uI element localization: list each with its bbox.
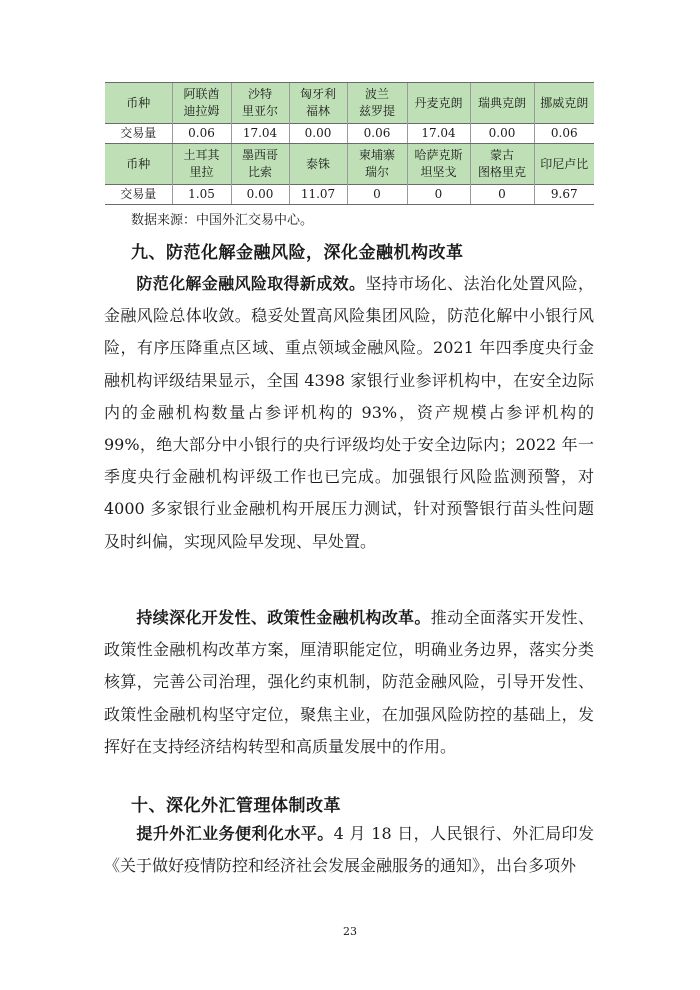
data-source-note: 数据来源：中国外汇交易中心。 <box>131 213 314 228</box>
section-heading: 十、深化外汇管理体制改革 <box>131 796 341 816</box>
table-header-cell: 币种 <box>105 83 172 124</box>
table-header-cell: 墨西哥 比索 <box>231 144 289 185</box>
table-cell: 0 <box>347 185 407 205</box>
table-cell: 1.05 <box>172 185 231 205</box>
table-cell: 9.67 <box>534 185 594 205</box>
table-header-cell: 挪威克朗 <box>534 83 594 124</box>
table-cell: 交易量 <box>105 185 172 205</box>
table-header-row <box>105 83 594 124</box>
table-header-cell: 币种 <box>105 144 172 185</box>
table-header-cell: 蒙古 图格里克 <box>470 144 534 185</box>
paragraph <box>104 602 594 763</box>
table-cell: 0.00 <box>470 124 534 144</box>
table-header-cell: 泰铢 <box>289 144 347 185</box>
table-cell: 0.06 <box>534 124 594 144</box>
page-number: 23 <box>343 925 357 938</box>
table-header-cell: 匈牙利 福林 <box>289 83 347 124</box>
table-cell: 0.06 <box>347 124 407 144</box>
table-cell: 交易量 <box>105 124 172 144</box>
paragraph-body: 4 月 18 日，人民银行、外汇局印发《关于做好疫情防控和经济社会发展金融服务的通知》，出台多项外 <box>104 824 594 876</box>
table-header-cell: 波兰 兹罗提 <box>347 83 407 124</box>
table-row <box>105 124 594 144</box>
paragraph-lead: 防范化解金融风险取得新成效。 <box>136 274 366 293</box>
table-header-cell: 印尼卢比 <box>534 144 594 185</box>
table-cell: 0.00 <box>289 124 347 144</box>
table-cell: 0 <box>470 185 534 205</box>
table-header-cell: 柬埔寨 瑞尔 <box>347 144 407 185</box>
section-heading: 九、防范化解金融风险，深化金融机构改革 <box>131 243 464 263</box>
table-header-cell: 哈萨克斯 坦坚戈 <box>407 144 470 185</box>
table-header-cell: 丹麦克朗 <box>407 83 470 124</box>
table-row <box>105 185 594 205</box>
table-header-cell: 瑞典克朗 <box>470 83 534 124</box>
paragraph-body: 推动全面落实开发性、政策性金融机构改革方案，厘清职能定位，明确业务边界，落实分类核算，完善公司治理，强化约束机制，防范金融风险，引导开发性、政策性金融机构坚守定位，聚焦主业，在加强风险防控的基础上，发挥好在支持经济结构转型和高质量发展中的作用。 <box>104 608 594 756</box>
table-header-cell: 阿联酋 迪拉姆 <box>172 83 231 124</box>
table-cell: 11.07 <box>289 185 347 205</box>
table-header-row <box>105 144 594 185</box>
paragraph-body: 坚持市场化、法治化处置风险，金融风险总体收敛。稳妥处置高风险集团风险，防范化解中小银行风险，有序压降重点区域、重点领域金融风险。2021 年四季度央行金融机构评级结果显示，全国 4398 家银行业参评机构中，在安全边际内的金融机构数量占参评机构的 93%，资产规模占参评机构的 99%，绝大部分中小银行的央行评级均处于安全边际内；2022 年一季度央行金融机构评级工作也已完成。加强银行风险监测预警，对 4000 多家银行业金融机构开展压力测试，针对预警银行苗头性问题及时纠偏，实现风险早发现、早处置。 <box>104 274 594 551</box>
paragraph-lead: 提升外汇业务便利化水平。 <box>136 824 334 843</box>
currency-volume-table <box>105 82 594 205</box>
table-cell: 17.04 <box>407 124 470 144</box>
table-cell: 0 <box>407 185 470 205</box>
table-cell: 17.04 <box>231 124 289 144</box>
paragraph-lead: 持续深化开发性、政策性金融机构改革。 <box>136 608 431 627</box>
table-cell: 0.00 <box>231 185 289 205</box>
table-cell: 0.06 <box>172 124 231 144</box>
paragraph <box>104 268 594 558</box>
table-header-cell: 沙特 里亚尔 <box>231 83 289 124</box>
paragraph <box>104 818 594 882</box>
table-header-cell: 土耳其 里拉 <box>172 144 231 185</box>
